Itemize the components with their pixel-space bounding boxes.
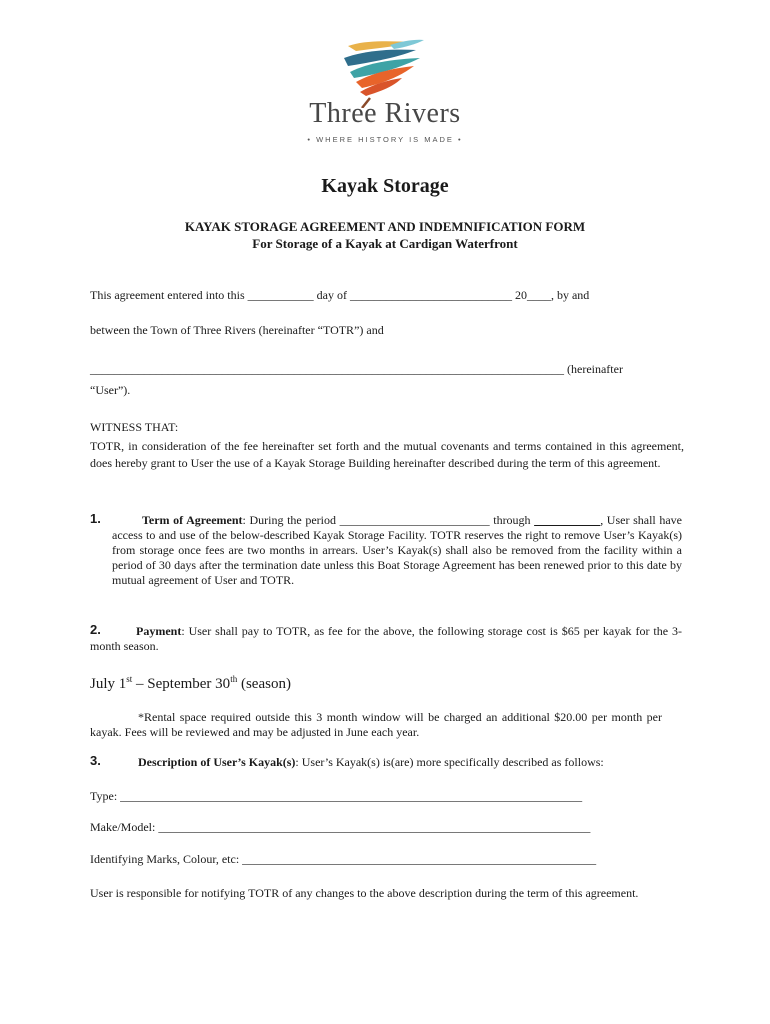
season-end-sup: th (230, 674, 238, 684)
section-2-body: : User shall pay to TOTR, as fee for the above, the following storage cost is $65 per kayak for the 3-month season. (90, 624, 682, 653)
section-3-number: 3. (90, 753, 101, 768)
section-1-text (90, 513, 682, 588)
intro-line-1: This agreement entered into this ___________ day of ___________________________ 20____, by and (90, 288, 590, 302)
section-1-heading: Term of Agreement (142, 513, 243, 527)
intro-line-3: _______________________________________________________________________________ (hereinafter (90, 362, 623, 376)
season-dates (90, 674, 291, 693)
intro-line-2: between the Town of Three Rivers (hereinafter “TOTR”) and (90, 323, 384, 337)
form-title: KAYAK STORAGE AGREEMENT AND INDEMNIFICATION FORM (184, 219, 586, 234)
witness-heading: WITNESS THAT: (90, 420, 179, 434)
type-field[interactable]: Type: _____________________________________________________________________________ (90, 789, 583, 803)
season-end: – September 30 (132, 676, 231, 692)
season-label: (season) (237, 676, 291, 692)
section-1-text-b: , User shall have access to and use of the below-described Kayak Storage Facility. TOTR reserves the right to remove User’s Kayak(s) from storage once fees are two months in arrears. User’s Kayak(s) shall also be removed from the facility within a period of 30 days after the termination date unless this Boat Storage Agreement has been renewed prior to this date by mutual agreement of User and TOTR. (112, 513, 682, 587)
form-subtitle: For Storage of a Kayak at Cardigan Waterfront (252, 236, 518, 251)
section-3-heading: Description of User’s Kayak(s) (138, 755, 296, 769)
section-2-number: 2. (90, 622, 101, 637)
rental-note: *Rental space required outside this 3 month window will be charged an additional $20.00 per month per kayak. Fees will be reviewed and may be adjusted in June each year. (90, 710, 662, 739)
section-1-number: 1. (90, 511, 101, 526)
section-3-text (138, 755, 604, 770)
section-1-blank: ___________ (534, 513, 601, 527)
season-start-sup: st (126, 674, 133, 684)
section-3-body: : User’s Kayak(s) is(are) more specifically described as follows: (295, 755, 604, 769)
intro-line-4: “User”). (90, 383, 131, 397)
closing-statement: User is responsible for notifying TOTR of any changes to the above description during the term of this agreement. (90, 886, 639, 900)
section-2-text (90, 624, 682, 654)
section-2-heading: Payment (136, 624, 182, 638)
section-1-text-a: : During the period _________________________ through (242, 513, 535, 527)
brand-tagline: • WHERE HISTORY IS MADE • (307, 135, 463, 144)
identifying-marks-field[interactable]: Identifying Marks, Colour, etc: ___________________________________________________________ (90, 852, 597, 866)
make-model-field[interactable]: Make/Model: ________________________________________________________________________ (90, 820, 591, 834)
witness-body: TOTR, in consideration of the fee hereinafter set forth and the mutual covenants and terms contained in this agreement, does hereby grant to User the use of a Kayak Storage Building hereinafter described during the term of this agreement. (90, 439, 684, 470)
season-start: July 1 (90, 676, 127, 692)
brand-name: Three Rivers (309, 98, 461, 129)
page-title: Kayak Storage (321, 175, 449, 197)
